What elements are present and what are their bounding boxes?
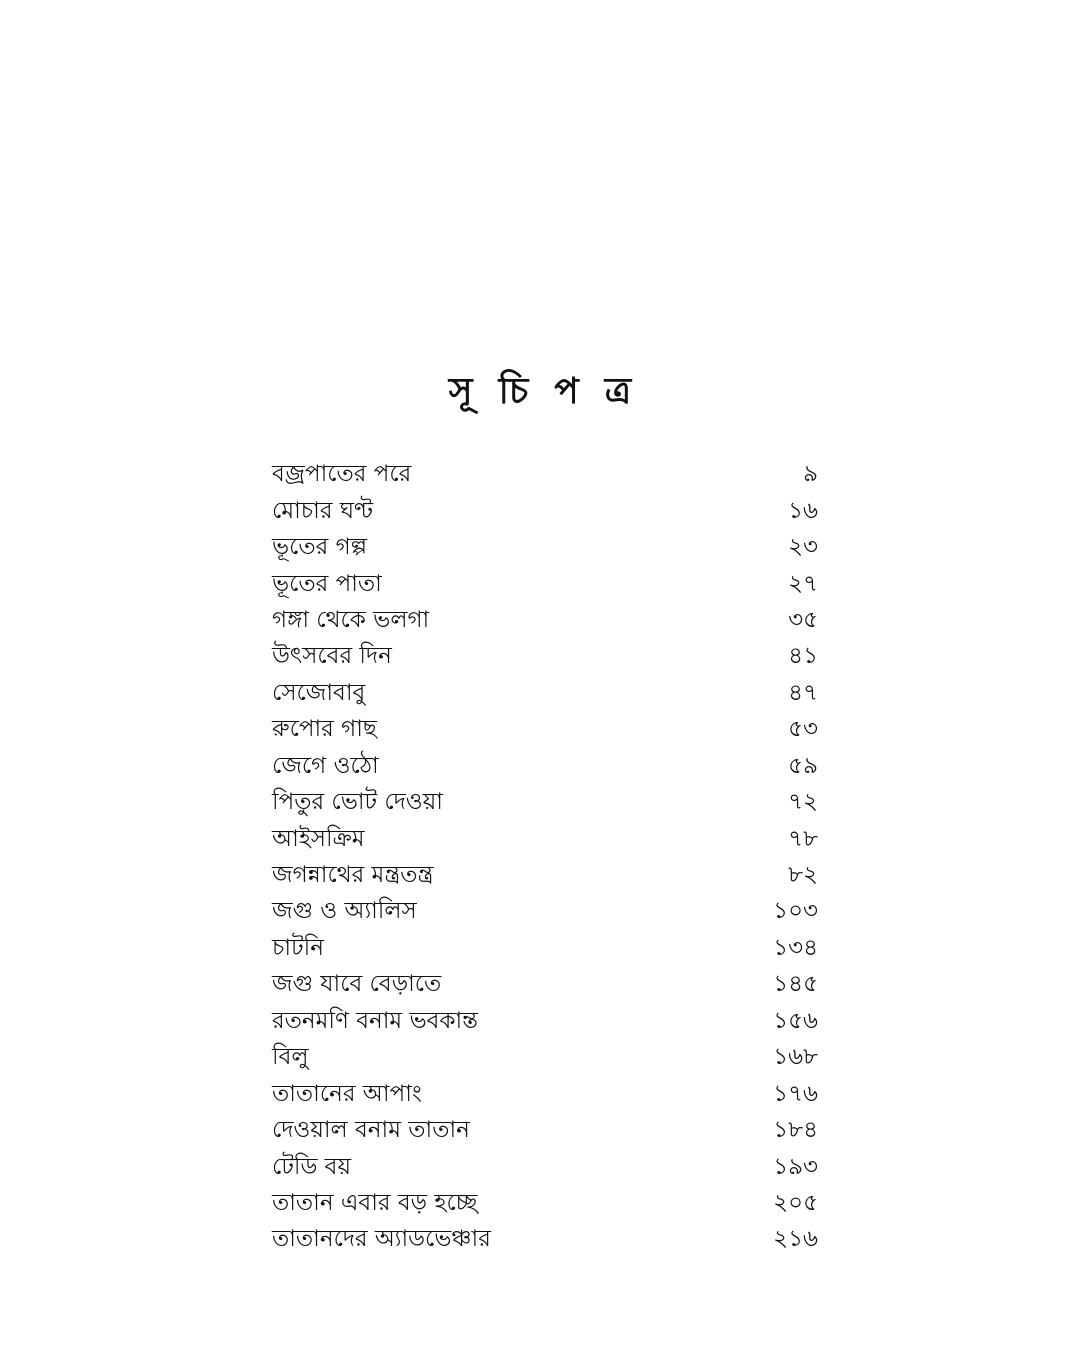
toc-entry-page: ১৬৮ (773, 1044, 818, 1071)
toc-entry-title: তাতান এবার বড় হচ্ছে (272, 1189, 478, 1216)
toc-entry (272, 893, 818, 929)
toc-entry-title: দেওয়াল বনাম তাতান (272, 1117, 470, 1144)
toc-entry-title: রতনমণি বনাম ভবকান্ত (272, 1007, 479, 1034)
toc-entry (272, 966, 818, 1002)
toc-entry-title: পিতুর ভোট দেওয়া (272, 789, 443, 816)
toc-entry-title: টেডি বয় (272, 1153, 352, 1180)
toc-entry-page: ১৯৩ (773, 1153, 818, 1180)
toc-entry-page: ৪১ (788, 643, 818, 670)
toc-entry-page: ৫৯ (788, 752, 818, 779)
toc-entry (272, 1039, 818, 1075)
toc-entry-title: তাতানের আপাং (272, 1080, 422, 1107)
toc-entry (272, 784, 818, 820)
toc-entry-page: ১৩৪ (773, 934, 818, 961)
toc-entry (272, 675, 818, 711)
toc-entry (272, 1221, 818, 1257)
toc-entry-page: ৭৮ (788, 825, 818, 852)
toc-entry-page: ২৭ (788, 570, 818, 597)
toc-entry (272, 930, 818, 966)
toc-entry-page: ২০৫ (773, 1189, 818, 1216)
toc-entry-page: ১৬ (788, 497, 818, 524)
toc-entry-title: বিলু (272, 1044, 309, 1071)
toc-entry-page: ১৪৫ (773, 971, 818, 998)
toc-entry (272, 711, 818, 747)
toc-entry-title: চাটনি (272, 934, 324, 961)
toc-entry-page: ৩৫ (788, 606, 818, 633)
toc-entry-page: ২৩ (788, 534, 818, 561)
toc-entry-page: ৫৩ (788, 716, 818, 743)
toc-entry-title: ভূতের পাতা (272, 570, 382, 597)
toc-entry-title: তাতানদের অ্যাডভেঞ্চার (272, 1226, 491, 1253)
toc-entry (272, 492, 818, 528)
toc-entry-title: জেগে ওঠো (272, 752, 379, 779)
toc-entry (272, 857, 818, 893)
toc-entry-page: ৮২ (788, 862, 818, 889)
toc-entry-title: বজ্রপাতের পরে (272, 461, 412, 488)
toc-entry (272, 1112, 818, 1148)
toc-entry-title: মোচার ঘণ্ট (272, 497, 374, 524)
page-title: সূচিপত্র (448, 371, 658, 412)
toc-entry (272, 565, 818, 601)
toc-entry (272, 1185, 818, 1221)
toc-entry-page: ১০৩ (773, 898, 818, 925)
toc-entry-title: জগু যাবে বেড়াতে (272, 971, 442, 998)
toc-entry-page: ৯ (803, 461, 818, 488)
toc-entry-title: উৎসবের দিন (272, 643, 392, 670)
toc-entry (272, 1003, 818, 1039)
toc-entry-page: ৭২ (788, 789, 818, 816)
toc-entry-page: ৪৭ (788, 679, 818, 706)
toc-entry (272, 1148, 818, 1184)
toc-entry (272, 638, 818, 674)
toc-entry-title: সেজোবাবু (272, 679, 366, 706)
toc-entry (272, 529, 818, 565)
toc-entry-title: রুপোর গাছ (272, 716, 377, 743)
toc-entry (272, 748, 818, 784)
toc-entry-page: ১৮৪ (773, 1117, 818, 1144)
toc-entry-page: ২১৬ (773, 1226, 818, 1253)
toc-entry (272, 1075, 818, 1111)
table-of-contents (272, 456, 818, 1258)
toc-entry (272, 820, 818, 856)
toc-entry (272, 602, 818, 638)
toc-entry-title: জগন্নাথের মন্ত্রতন্ত্র (272, 862, 434, 889)
toc-entry-title: আইসক্রিম (272, 825, 365, 852)
toc-entry-title: জগু ও অ্যালিস (272, 898, 417, 925)
toc-entry-title: গঙ্গা থেকে ভলগা (272, 606, 430, 633)
toc-entry (272, 456, 818, 492)
toc-entry-page: ১৭৬ (773, 1080, 818, 1107)
toc-entry-title: ভূতের গল্প (272, 534, 368, 561)
toc-entry-page: ১৫৬ (773, 1007, 818, 1034)
